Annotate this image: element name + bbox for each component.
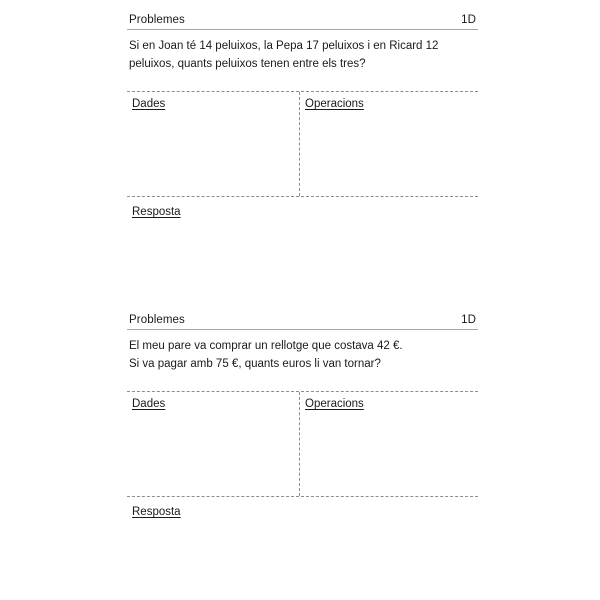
operacions-label-1: Operacions [305,98,364,110]
problem-code-1: 1D [461,14,476,26]
problem-title-2: Problemes [129,314,185,326]
problem-block-2 [127,314,478,520]
dades-label-2: Dades [132,398,166,410]
answer-area-1 [127,197,478,220]
problem-statement-1 [127,30,478,73]
dades-label-1: Dades [132,98,166,110]
resposta-label-1: Resposta [132,206,181,218]
statement-line-1: Si en Joan té 14 peluixos, la Pepa 17 peluixos i en Ricard 12 [129,40,439,52]
work-area-2 [127,391,478,497]
operacions-label-2: Operacions [305,398,364,410]
problem-block-1 [127,14,478,220]
resposta-label-2: Resposta [132,506,181,518]
answer-area-2 [127,497,478,520]
problem-header-2 [127,314,478,330]
problem-statement-2 [127,330,478,373]
problem-title-1: Problemes [129,14,185,26]
problem-code-2: 1D [461,314,476,326]
column-divider-1 [299,92,300,196]
statement-line-2: Si va pagar amb 75 €, quants euros li van tornar? [129,358,381,370]
statement-line-2: peluixos, quants peluixos tenen entre els tres? [129,58,366,70]
column-divider-2 [299,392,300,496]
statement-line-1: El meu pare va comprar un rellotge que costava 42 €. [129,340,403,352]
problem-header-1 [127,14,478,30]
work-area-1 [127,91,478,197]
